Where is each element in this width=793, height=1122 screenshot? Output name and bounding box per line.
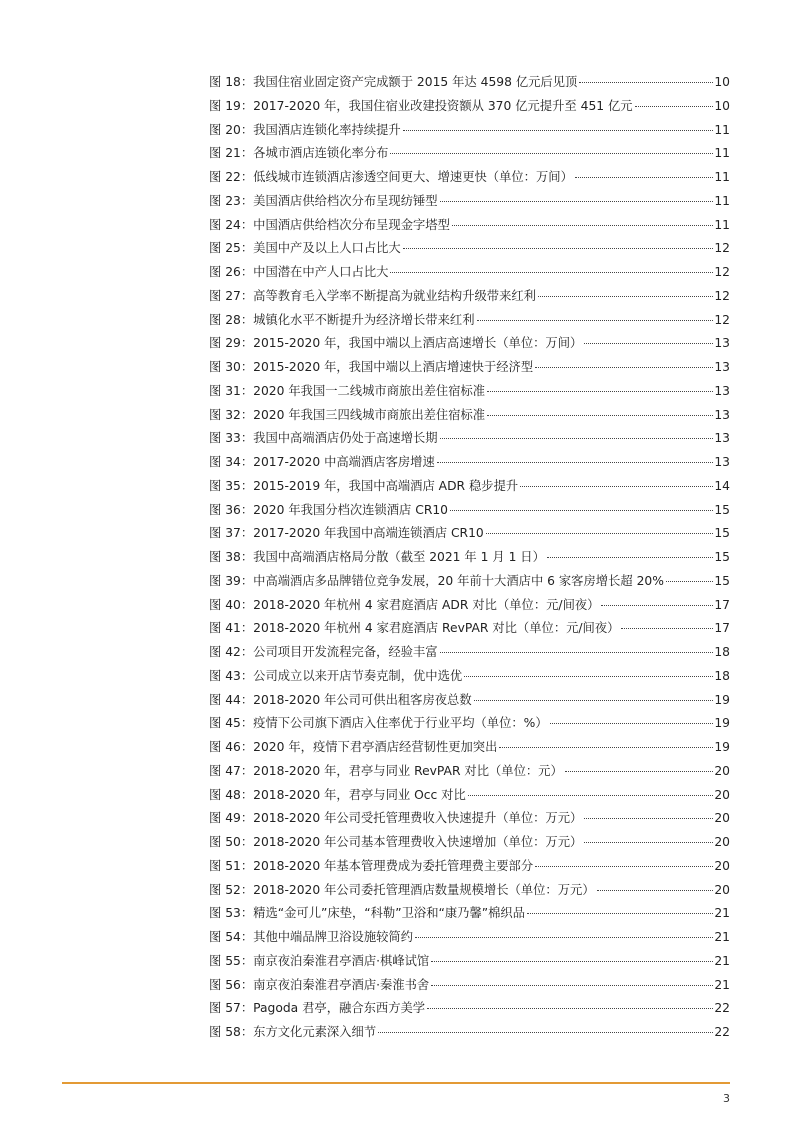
toc-entry-page-number: 15 <box>714 502 730 517</box>
toc-entry-page-number: 13 <box>714 455 730 469</box>
toc-entry-label: 图 43：公司成立以来开店节奏克制，优中选优 <box>209 668 463 683</box>
toc-entry-label: 图 31：2020 年我国一二线城市商旅出差住宿标准 <box>209 383 486 398</box>
toc-entry-page-number: 19 <box>714 716 730 731</box>
toc-entry-label: 图 34：2017-2020 中高端酒店客房增速 <box>209 455 435 469</box>
toc-entry-page-number: 13 <box>714 383 730 398</box>
toc-entry-label: 图 42：公司项目开发流程完备，经验丰富 <box>209 645 438 659</box>
toc-entry-page-number: 22 <box>714 1001 730 1016</box>
figure-index-list <box>209 71 730 1045</box>
toc-entry[interactable] <box>209 594 730 618</box>
toc-dot-leader <box>477 319 714 321</box>
toc-dot-leader <box>452 224 713 226</box>
toc-entry-label: 图 41：2018-2020 年杭州 4 家君庭酒店 RevPAR 对比（单位：元/间夜） <box>209 621 620 636</box>
toc-entry[interactable] <box>209 261 730 285</box>
toc-entry[interactable] <box>209 855 730 879</box>
toc-entry-page-number: 13 <box>714 336 730 351</box>
toc-entry-page-number: 21 <box>714 977 730 992</box>
toc-entry[interactable] <box>209 285 730 309</box>
toc-entry-label: 图 51：2018-2020 年基本管理费成为委托管理费主要部分 <box>209 858 534 873</box>
toc-entry-page-number: 20 <box>714 858 730 873</box>
toc-entry[interactable] <box>209 214 730 238</box>
toc-entry[interactable] <box>209 617 730 641</box>
toc-dot-leader <box>390 152 713 154</box>
toc-dot-leader <box>487 414 713 416</box>
toc-entry-label: 图 56：南京夜泊秦淮君亭酒店·秦淮书舍 <box>209 977 430 992</box>
toc-entry[interactable] <box>209 926 730 950</box>
toc-entry-label: 图 26：中国潜在中产人口占比大 <box>209 265 389 279</box>
toc-entry-label: 图 46：2020 年，疫情下君亭酒店经营韧性更加突出 <box>209 740 498 754</box>
toc-entry-label: 图 36：2020 年我国分档次连锁酒店 CR10 <box>209 502 449 517</box>
toc-entry[interactable] <box>209 427 730 451</box>
toc-entry[interactable] <box>209 404 730 428</box>
toc-entry[interactable] <box>209 119 730 143</box>
toc-entry-page-number: 11 <box>714 122 730 137</box>
toc-dot-leader <box>437 461 714 463</box>
toc-entry[interactable] <box>209 641 730 665</box>
toc-dot-leader <box>464 675 713 677</box>
toc-dot-leader <box>486 532 714 534</box>
toc-entry-page-number: 20 <box>714 811 730 826</box>
toc-entry-page-number: 10 <box>714 75 730 89</box>
toc-dot-leader <box>584 817 713 819</box>
toc-entry[interactable] <box>209 974 730 998</box>
toc-dot-leader <box>547 556 713 558</box>
toc-dot-leader <box>520 485 713 487</box>
toc-entry-page-number: 15 <box>714 550 730 564</box>
toc-entry[interactable] <box>209 807 730 831</box>
toc-entry-page-number: 13 <box>714 407 730 422</box>
toc-entry[interactable] <box>209 451 730 475</box>
toc-entry[interactable] <box>209 1021 730 1045</box>
toc-entry-page-number: 12 <box>714 241 730 256</box>
toc-entry-label: 图 21：各城市酒店连锁化率分布 <box>209 146 389 161</box>
toc-entry-page-number: 11 <box>714 217 730 232</box>
toc-entry-label: 图 45：疫情下公司旗下酒店入住率优于行业平均（单位：%） <box>209 716 548 731</box>
toc-dot-leader <box>621 627 713 629</box>
toc-dot-leader <box>527 912 713 914</box>
toc-dot-leader <box>579 81 713 83</box>
toc-entry-page-number: 20 <box>714 882 730 897</box>
toc-entry-label: 图 44：2018-2020 年公司可供出租客房夜总数 <box>209 692 472 707</box>
toc-dot-leader <box>390 271 713 273</box>
toc-dot-leader <box>415 936 713 938</box>
toc-entry-page-number: 17 <box>714 621 730 636</box>
toc-entry[interactable] <box>209 570 730 594</box>
toc-entry-label: 图 49：2018-2020 年公司受托管理费收入快速提升（单位：万元） <box>209 811 583 826</box>
toc-dot-leader <box>601 604 713 606</box>
toc-entry-page-number: 22 <box>714 1025 730 1039</box>
toc-entry[interactable] <box>209 522 730 546</box>
toc-dot-leader <box>487 390 713 392</box>
footer-divider <box>62 1082 730 1084</box>
toc-entry-label: 图 58：东方文化元素深入细节 <box>209 1025 377 1039</box>
toc-entry-page-number: 12 <box>714 288 730 303</box>
toc-entry-page-number: 17 <box>714 597 730 612</box>
toc-dot-leader <box>565 770 714 772</box>
toc-entry-page-number: 19 <box>714 740 730 754</box>
toc-entry[interactable] <box>209 546 730 570</box>
toc-entry[interactable] <box>209 71 730 95</box>
toc-entry-label: 图 23：美国酒店供给档次分布呈现纺锤型 <box>209 193 438 208</box>
toc-entry-label: 图 55：南京夜泊秦淮君亭酒店·棋峰试馆 <box>209 953 430 968</box>
toc-entry-label: 图 39：中高端酒店多品牌错位竞争发展，20 年前十大酒店中 6 家客房增长超 20% <box>209 573 664 588</box>
toc-entry[interactable] <box>209 736 730 760</box>
toc-entry[interactable] <box>209 665 730 689</box>
toc-entry[interactable] <box>209 475 730 499</box>
toc-entry-label: 图 20：我国酒店连锁化率持续提升 <box>209 122 401 137</box>
toc-entry-page-number: 13 <box>714 360 730 374</box>
toc-entry[interactable] <box>209 332 730 356</box>
toc-entry-label: 图 19：2017-2020 年，我国住宿业改建投资额从 370 亿元提升至 451 亿元 <box>209 98 633 113</box>
toc-entry-label: 图 30：2015-2020 年，我国中端以上酒店增速快于经济型 <box>209 360 534 374</box>
toc-dot-leader <box>535 865 713 867</box>
toc-entry-label: 图 37：2017-2020 年我国中高端连锁酒店 CR10 <box>209 526 484 541</box>
toc-entry-label: 图 29：2015-2020 年，我国中端以上酒店高速增长（单位：万间） <box>209 336 583 351</box>
toc-entry[interactable] <box>209 997 730 1021</box>
toc-entry-label: 图 48：2018-2020 年，君亭与同业 Occ 对比 <box>209 787 466 802</box>
toc-entry-label: 图 33：我国中高端酒店仍处于高速增长期 <box>209 431 438 446</box>
toc-entry[interactable] <box>209 760 730 784</box>
toc-entry-page-number: 11 <box>714 146 730 161</box>
toc-dot-leader <box>584 342 713 344</box>
toc-dot-leader <box>440 651 714 653</box>
toc-entry-page-number: 21 <box>714 953 730 968</box>
toc-dot-leader <box>431 960 713 962</box>
toc-dot-leader <box>403 129 714 131</box>
toc-dot-leader <box>378 1031 713 1033</box>
toc-entry[interactable] <box>209 689 730 713</box>
toc-dot-leader <box>597 889 714 891</box>
toc-dot-leader <box>431 984 713 986</box>
toc-entry-label: 图 24：中国酒店供给档次分布呈现金字塔型 <box>209 217 450 232</box>
toc-entry-page-number: 15 <box>714 573 730 588</box>
toc-entry-page-number: 10 <box>714 98 730 113</box>
toc-entry[interactable] <box>209 237 730 261</box>
toc-entry-label: 图 40：2018-2020 年杭州 4 家君庭酒店 ADR 对比（单位：元/间夜） <box>209 597 600 612</box>
toc-entry[interactable] <box>209 902 730 926</box>
toc-entry[interactable] <box>209 950 730 974</box>
toc-entry-label: 图 53：精选“金可儿”床垫，“科勒”卫浴和“康乃馨”棉织品 <box>209 906 526 921</box>
toc-dot-leader <box>635 105 714 107</box>
toc-dot-leader <box>468 794 714 796</box>
toc-entry[interactable] <box>209 142 730 166</box>
toc-entry-page-number: 19 <box>714 692 730 707</box>
toc-entry-page-number: 15 <box>714 526 730 541</box>
toc-entry[interactable] <box>209 356 730 380</box>
page-number: 3 <box>723 1092 730 1105</box>
toc-dot-leader <box>427 1007 713 1009</box>
toc-entry[interactable] <box>209 831 730 855</box>
toc-entry-label: 图 54：其他中端品牌卫浴设施较简约 <box>209 930 414 944</box>
toc-entry-label: 图 50：2018-2020 年公司基本管理费收入快速增加（单位：万元） <box>209 835 583 849</box>
toc-entry[interactable] <box>209 499 730 523</box>
toc-dot-leader <box>666 580 713 582</box>
toc-entry-page-number: 20 <box>714 763 730 778</box>
toc-entry-page-number: 18 <box>714 645 730 659</box>
toc-entry[interactable] <box>209 190 730 214</box>
toc-dot-leader <box>440 200 714 202</box>
toc-dot-leader <box>584 841 713 843</box>
toc-entry-label: 图 57：Pagoda 君亭，融合东西方美学 <box>209 1001 426 1016</box>
toc-entry[interactable] <box>209 712 730 736</box>
toc-dot-leader <box>538 295 713 297</box>
toc-entry-label: 图 27：高等教育毛入学率不断提高为就业结构升级带来红利 <box>209 288 536 303</box>
toc-dot-leader <box>450 509 713 511</box>
toc-entry[interactable] <box>209 380 730 404</box>
toc-entry[interactable] <box>209 879 730 903</box>
toc-entry-label: 图 28：城镇化水平不断提升为经济增长带来红利 <box>209 312 475 327</box>
toc-dot-leader <box>403 247 714 249</box>
toc-dot-leader <box>499 746 713 748</box>
toc-entry[interactable] <box>209 95 730 119</box>
toc-entry-page-number: 11 <box>714 170 730 184</box>
toc-dot-leader <box>474 699 714 701</box>
toc-entry-label: 图 38：我国中高端酒店格局分散（截至 2021 年 1 月 1 日） <box>209 550 545 564</box>
toc-entry-page-number: 18 <box>714 668 730 683</box>
toc-entry-page-number: 14 <box>714 478 730 493</box>
toc-entry-page-number: 11 <box>714 193 730 208</box>
toc-entry-label: 图 22：低线城市连锁酒店渗透空间更大、增速更快（单位：万间） <box>209 170 573 184</box>
toc-dot-leader <box>535 366 713 368</box>
toc-dot-leader <box>440 437 714 439</box>
toc-entry-page-number: 20 <box>714 787 730 802</box>
toc-entry-page-number: 12 <box>714 265 730 279</box>
toc-entry-page-number: 13 <box>714 431 730 446</box>
toc-entry-label: 图 52：2018-2020 年公司委托管理酒店数量规模增长（单位：万元） <box>209 882 595 897</box>
toc-entry-label: 图 18：我国住宿业固定资产完成额于 2015 年达 4598 亿元后见顶 <box>209 75 578 89</box>
toc-dot-leader <box>575 176 713 178</box>
toc-entry-label: 图 47：2018-2020 年，君亭与同业 RevPAR 对比（单位：元） <box>209 763 563 778</box>
toc-entry-page-number: 21 <box>714 930 730 944</box>
toc-entry-page-number: 21 <box>714 906 730 921</box>
toc-dot-leader <box>550 722 714 724</box>
toc-entry[interactable] <box>209 784 730 808</box>
toc-entry-page-number: 20 <box>714 835 730 849</box>
toc-entry-page-number: 12 <box>714 312 730 327</box>
toc-entry-label: 图 35：2015-2019 年，我国中高端酒店 ADR 稳步提升 <box>209 478 519 493</box>
toc-entry[interactable] <box>209 166 730 190</box>
toc-entry[interactable] <box>209 309 730 333</box>
toc-entry-label: 图 25：美国中产及以上人口占比大 <box>209 241 401 256</box>
toc-entry-label: 图 32：2020 年我国三四线城市商旅出差住宿标准 <box>209 407 486 422</box>
